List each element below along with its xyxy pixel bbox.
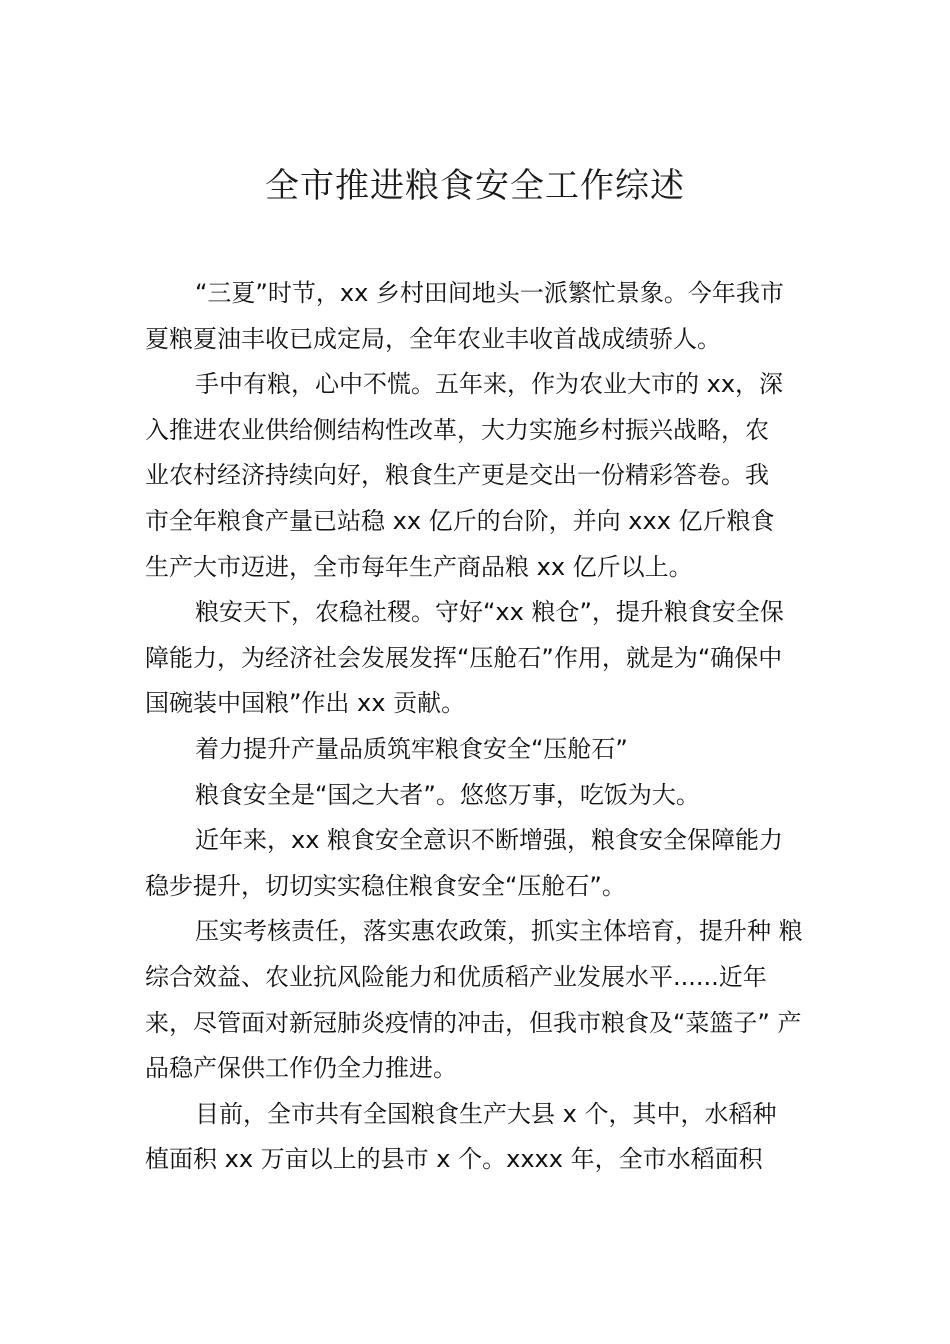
text-line: 夏粮夏油丰收已成定局，全年农业丰收首战成绩骄人。	[145, 324, 721, 353]
text-line: 压实考核责任，落实惠农政策，抓实主体培育，提升种 粮	[195, 917, 803, 946]
text-line: 来，尽管面对新冠肺炎疫情的冲击，但我市粮食及“菜篮子” 产	[145, 1008, 802, 1037]
text-line: 品稳产保供工作仍全力推进。	[145, 1054, 457, 1083]
text-line: 植面积 xx 万亩以上的县市 x 个。xxxx 年，全市水稻面积	[145, 1145, 763, 1174]
text-line: “三夏”时节，xx 乡村田间地头一派繁忙景象。今年我市	[195, 279, 784, 307]
text-line: 生产大市迈进，全市每年生产商品粮 xx 亿斤以上。	[145, 552, 693, 581]
text-line: 近年来，xx 粮食安全意识不断增强，粮食安全保障能力	[195, 826, 784, 855]
text-line: 业农村经济持续向好，粮食生产更是交出一份精彩答卷。我	[145, 461, 769, 490]
text-line: 入推进农业供给侧结构性改革，大力实施乡村振兴战略，农	[145, 415, 769, 444]
text-line: 国碗装中国粮”作出 xx 贡献。	[145, 689, 466, 718]
text-line: 目前，全市共有全国粮食生产大县 x 个，其中，水稻种	[195, 1099, 777, 1128]
text-line: 障能力，为经济社会发展发挥“压舱石”作用，就是为“确保中	[145, 643, 783, 672]
text-line: 综合效益、农业抗风险能力和优质稻产业发展水平......近年	[145, 962, 767, 991]
document-title: 全市推进粮食安全工作综述	[265, 166, 685, 206]
text-line: 市全年粮食产量已站稳 xx 亿斤的台阶，并向 xxx 亿斤粮食	[145, 506, 775, 535]
document-body	[145, 271, 810, 1183]
text-line: 粮食安全是“国之大者”。悠悠万事，吃饭为大。	[195, 780, 700, 809]
text-line: 粮安天下，农稳社稷。守好“xx 粮仓”，提升粮食安全保	[195, 598, 784, 627]
text-line: 稳步提升，切切实实稳住粮食安全“压舱石”。	[145, 871, 626, 900]
section-heading: 着力提升产量品质筑牢粮食安全“压舱石”	[195, 734, 628, 763]
text-line: 手中有粮，心中不慌。五年来，作为农业大市的 xx，深	[195, 370, 784, 399]
